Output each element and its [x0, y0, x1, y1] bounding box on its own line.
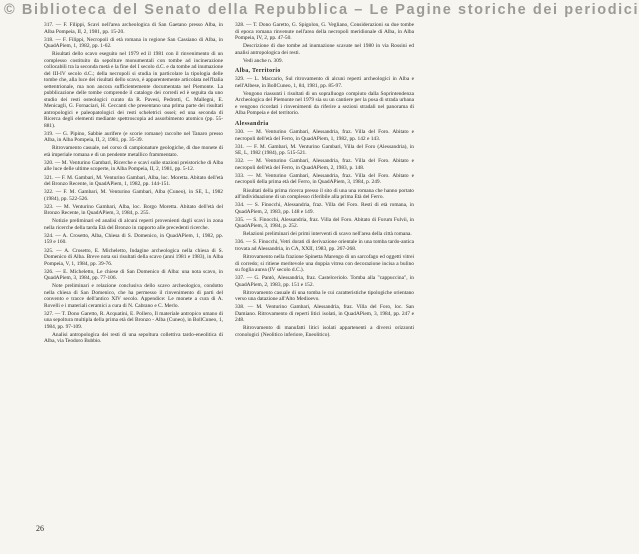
entry-annotation: Descrizione di due tombe ad inumazione scavate nel 1980 in via Rossini ed analisi antropologica dei resti.	[235, 43, 414, 56]
entry-annotation: Ritrovamento nella frazione Spinetta Marengo di un sarcofago ed oggetti vitrei di corredo; si ritiene meritevole una doppia vitrea con decorazione incisa a bulino su foglia aurea (IV secolo d.C.).	[235, 254, 414, 273]
entry-annotation: Notizie preliminari ed analisi di alcuni reperti provenienti dagli scavi in zona nella ricerche della tarda Età del Bronzo in rapporto alle precedenti ricerche.	[44, 218, 223, 231]
bibliography-entry: 320. — M. Venturino Gambari, Ricerche e scavi sulle stazioni preistoriche di Alba alle luce delle ultime scoperte, in Alba Pompeia, II, 2, 1981, pp. 5-12.	[44, 159, 223, 173]
bibliography-entry: 335. — S. Finocchi, Alessandria, fraz. Villa del Foro. Abitato di Forum Fulvii, in QuadAPiem, 3, 1984, p. 252.	[235, 216, 414, 230]
bibliography-entry: 330. — M. Venturino Gambari, Alessandria, fraz. Villa del Foro. Abitato e necropoli dell'età del Ferro, in QuadAPiem, 1, 1982, pp. 142 e 143.	[235, 129, 414, 142]
entry-annotation: Vengono riassunti i risultati di un sopralluogo compiuto dalla Soprintendenza Archeologica del Piemonte nel 1979 sia su un cantiere per la posa di strada urbana e vengono ricordati i rinvenimenti da riferire a sezioni stradali nel panorama di Alba Pompeia e del territorio.	[235, 90, 414, 117]
bibliography-entry: 336. — S. Finocchi, Vetri dorati di derivazione orientale in una tomba tardo-antica trovata ad Alessandria, in CA, XXII, 1983, pp. 267-268.	[235, 239, 414, 252]
bibliography-entry: 326. — E. Micheletto, Le chiese di San Domenico di Alba: una nota scavo, in QuadAPiem, 3, 1984, pp. 77-106.	[44, 268, 223, 282]
entry-annotation: Ritrovamento casuale di una tomba le cui caratteristiche tipologiche orientano verso una datazione all'Alto Medioevo.	[235, 289, 414, 303]
page-number: 26	[36, 524, 44, 533]
bibliography-entry: 332. — M. Venturino Gambari, Alessandria, fraz. Villa del Foro. Abitato e necropoli dell'età del Ferro, in QuadAPiem, 2, 1983, p. 148.	[235, 158, 414, 171]
bibliography-entry: 324. — A. Crosetto, Alba, Chiesa di S. Domenico, in QuadAPiem, 1, 1982, pp. 159 e 160.	[44, 232, 223, 246]
bibliography-entry: 329. — L. Maccario, Sul ritrovamento di alcuni reperti archeologici in Alba e nell'Albese, in BollCuneo, 1, 84, 1981, pp. 85-97.	[235, 76, 414, 89]
bibliography-entry: 331. — F. M. Gambari, M. Venturino Gambari, Villa del Foro (Alessandria), in SE, L, 1982 (1984), pp. 515-521.	[235, 143, 414, 157]
entry-annotation: Analisi antropologica dei resti di una sepoltura collettiva tardo-eneolitica di Alba, via Teodoro Bubbio.	[44, 331, 223, 345]
bibliography-entry: 327. — T. Dono Garetto, R. Acquatini, E. Pollero, Il materiale antropico umano di una sepoltura multipla della prima età del Bronzo - Alba (Cuneo), in BollCuneo, 1, 1984, pp. 97-109.	[44, 310, 223, 330]
section-heading: Alessandria	[235, 120, 269, 127]
left-column	[44, 22, 223, 518]
bibliography-entry: 337. — G. Pantò, Alessandria, fraz. Castelceriolo. Tomba alla "cappuccina", in QuadAPiem, 2, 1983, pp. 151 e 152.	[235, 275, 414, 288]
bibliography-entry: 319. — G. Pipino, Sabbie aurifere (e scorie romane) raccolte nel Tanaro presso Alba, in Alba Pompeia, II, 2, 1981, pp. 35-39.	[44, 130, 223, 144]
library-watermark: © Biblioteca del Senato della Repubblica – Le Pagine storiche dei periodici	[4, 2, 639, 18]
bibliography-page	[44, 22, 414, 518]
entry-annotation: Ritrovamento casuale, nel corso di campionature geologiche, di due monete di età imperiale romana e di un pendente metallico frammentato.	[44, 145, 223, 158]
bibliography-entry: 325. — A. Crosetto, E. Micheletto, Indagine archeologica nella chiesa di S. Domenico di Alba. Breve nota sui risultati della scavo (anni 1981 e 1983), in Alba Pompeia, V, 1, 1984, pp. 39-76.	[44, 247, 223, 267]
bibliography-entry: 321. — F. M. Gambari, M. Venturino Gambari, Alba, loc. Moretta. Abitato dell'età del Bronzo Recente, in QuadAPiem, 1, 1982, pp. 144-151.	[44, 174, 223, 188]
entry-annotation: Risultati della prima ricerca presso il sito di una una romana che hanno portato all'individuazione di un complesso riferibile alla prima Età del Ferro.	[235, 187, 414, 201]
entry-annotation: Note preliminari e relazione conclusiva dello scavo archeologico, condotto nella chiesa di San Domenico, che ha permesso il rinvenimento di parti del convento e tracce dell'antico XIV secolo. Appendice: Le monete a cura di A. Rovelli e i materiali ceramici a cura di N. Cabrano e C. Merlo.	[44, 283, 223, 309]
bibliography-entry: 322. — F. M. Gambari, M. Venturino Gambari, Alba (Cuneo), in SE, L, 1982 (1984), pp. 522-526.	[44, 189, 223, 202]
bibliography-entry: 334. — S. Finocchi, Alessandria, fraz. Villa del Foro. Resti di età romana, in QuadAPiem, 2, 1983, pp. 148 e 149.	[235, 202, 414, 215]
entry-annotation: Relazioni preliminari dei primi interventi di scavo nell'area della città romana.	[243, 231, 412, 238]
right-column	[235, 22, 414, 518]
entry-annotation: Risultati dello scavo eseguito nel 1979 ed il 1981 con il rinvenimento di un complesso costituito da sepolture monumentali con tombe ad incinerazione collocabili tra la seconda metà e la fine del I secolo d.C. e da tombe ad inumazione del III-IV secolo d.C.; della necropoli si studia in particolare la tipologia delle tombe che, alla luce dei risultati dello scavo, è apparentemente articolata nell'Italia settentrionale, ma non ancora sufficientemente documentata nel Piemonte. La pubblicazione delle tombe comprende il catalogo dei corredi ed è seguita da uno studio dei resti osteologici curato da R. Pavesi, Pedrotti, C. Mallegni, E. Menicagli, G. Fornaciari, H. Ceccanti che presentano una prima parte dei risultati antropologici e paleopatologici dei resti scheletrici ossei; ed una seconda di Ricerca degli elementi mediante spettroscopia ad assorbimento atomico (pp. 55-881).	[44, 51, 223, 129]
bibliography-entry: 333. — M. Venturino Gambari, Alessandria, fraz. Villa del Foro. Abitato e necropoli della prima età del Ferro, in QuadAPiem, 3, 1984, p. 249.	[235, 172, 414, 186]
entry-annotation: Ritrovamento di manufatti litici isolati appartenenti a diversi orizzonti cronologici (Neolitico inferiore, Eneolitico).	[235, 325, 414, 338]
bibliography-entry: 328. — T. Dono Garetto, G. Spigolon, G. Vegliano, Considerazioni su due tombe di epoca romana rinvenute nell'area della necropoli meridionale di Alba, in Alba Pompeia, IV, 2, pp. 47-50.	[235, 22, 414, 41]
bibliography-entry: 323. — M. Venturino Gambari, Alba, loc. Borgo Moretta. Abitato dell'età del Bronzo Recente, in QuadAPiem, 3, 1984, p. 255.	[44, 203, 223, 217]
entry-annotation: Vedi anche n. 309.	[243, 57, 283, 64]
section-heading: Alba, Territorio	[235, 68, 281, 75]
bibliography-entry: 317. — F. Filippi, Scavi nell'area archeologica di San Gaetano presso Alba, in Alba Pompeia, II, 2, 1981, pp. 15-20.	[44, 22, 223, 35]
bibliography-entry: 318. — F. Filippi, Necropoli di età romana in regione San Cassiano di Alba, in QuadAPiem, 1, 1982, pp. 1-62.	[44, 36, 223, 50]
bibliography-entry: 338. — M. Venturino Gambari, Alessandria, fraz. Villa del Foro, loc. San Damiano. Ritrovamento di reperti litici isolati, in QuadAPiem, 3, 1984, pp. 247 e 248.	[235, 304, 414, 324]
